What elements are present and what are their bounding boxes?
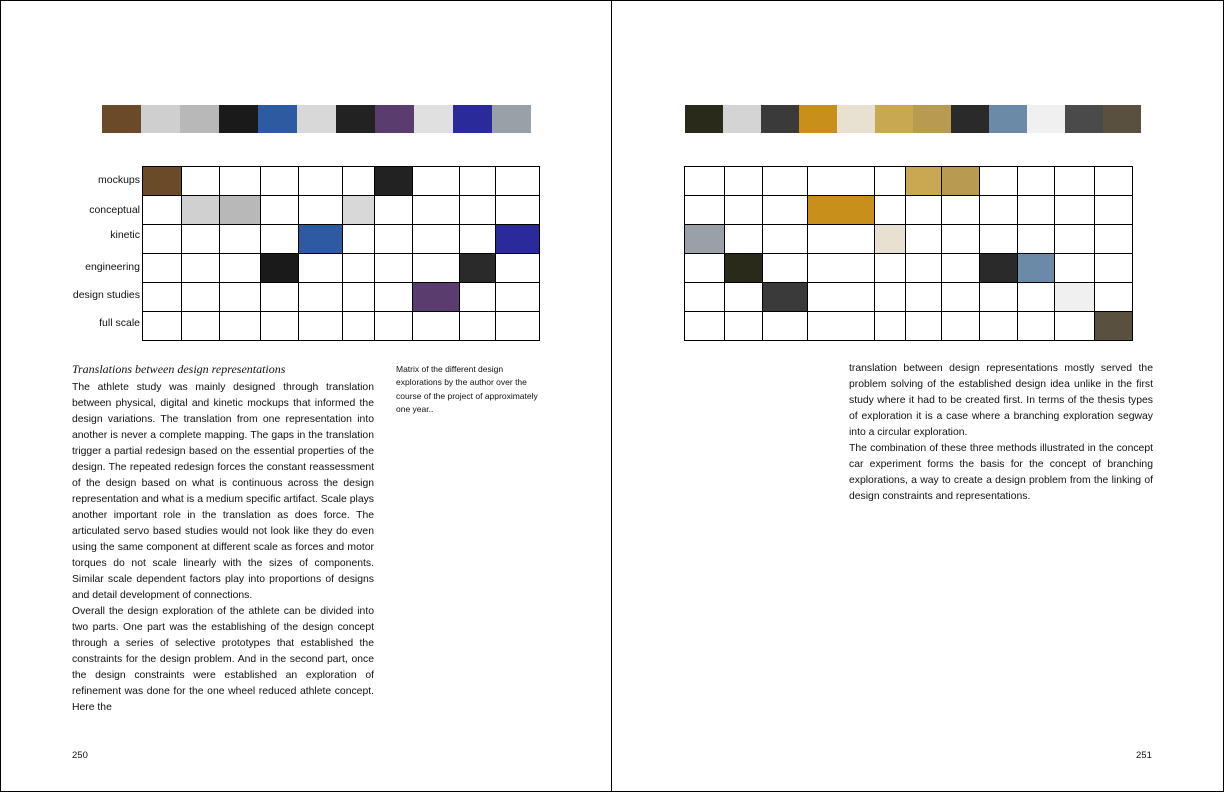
matrix-cell bbox=[1054, 254, 1094, 283]
thumbnail bbox=[219, 105, 258, 133]
matrix-cell bbox=[260, 225, 298, 254]
matrix-cell bbox=[685, 225, 725, 254]
matrix-cell bbox=[1017, 254, 1054, 283]
page-gutter bbox=[611, 0, 612, 792]
thumbnail bbox=[297, 105, 336, 133]
matrix-cell bbox=[182, 312, 220, 341]
left-body-text bbox=[72, 380, 374, 716]
matrix-cell bbox=[875, 167, 906, 196]
matrix-cell bbox=[375, 167, 413, 196]
matrix-cell bbox=[220, 312, 260, 341]
matrix-cell bbox=[342, 254, 374, 283]
thumbnail bbox=[375, 105, 414, 133]
matrix-cell bbox=[143, 254, 182, 283]
matrix-cell bbox=[495, 167, 539, 196]
page-number-right: 251 bbox=[1136, 750, 1152, 761]
matrix-cell bbox=[685, 312, 725, 341]
thumbnail bbox=[837, 105, 875, 133]
matrix-cell bbox=[725, 167, 763, 196]
thumbnail bbox=[761, 105, 799, 133]
matrix-cell bbox=[375, 254, 413, 283]
matrix-cell bbox=[220, 254, 260, 283]
row-label-full-scale: full scale bbox=[99, 317, 140, 329]
matrix-cell bbox=[182, 225, 220, 254]
matrix-cell bbox=[143, 167, 182, 196]
matrix-cell bbox=[495, 196, 539, 225]
matrix-cell bbox=[413, 283, 459, 312]
right-matrix bbox=[684, 166, 1133, 341]
matrix-cell bbox=[979, 196, 1017, 225]
row-label-engineering: engineering bbox=[85, 261, 140, 273]
matrix-cell bbox=[1017, 283, 1054, 312]
matrix-cell bbox=[375, 196, 413, 225]
matrix-cell bbox=[413, 312, 459, 341]
matrix-cell bbox=[298, 225, 342, 254]
matrix-cell bbox=[459, 254, 495, 283]
matrix-cell bbox=[763, 167, 808, 196]
thumbnail bbox=[875, 105, 913, 133]
matrix-cell bbox=[260, 283, 298, 312]
matrix-cell bbox=[1054, 225, 1094, 254]
thumbnail bbox=[913, 105, 951, 133]
matrix-cell bbox=[459, 283, 495, 312]
thumbnail bbox=[141, 105, 180, 133]
matrix-cell bbox=[342, 225, 374, 254]
matrix-cell bbox=[941, 312, 979, 341]
matrix-cell bbox=[342, 167, 374, 196]
matrix-cell bbox=[1017, 312, 1054, 341]
thumbnail bbox=[180, 105, 219, 133]
matrix-cell bbox=[413, 196, 459, 225]
matrix-cell bbox=[375, 225, 413, 254]
matrix-cell bbox=[1017, 196, 1054, 225]
left-matrix bbox=[142, 166, 540, 341]
paragraph: The combination of these three methods illustrated in the concept car experiment forms the basis for the concept of branching explorations, a way to create a design problem from the linking of design constraints and representations. bbox=[849, 443, 1153, 502]
matrix-cell bbox=[459, 196, 495, 225]
matrix-cell bbox=[143, 225, 182, 254]
matrix-cell bbox=[220, 283, 260, 312]
matrix-cell bbox=[342, 283, 374, 312]
matrix-cell bbox=[875, 283, 906, 312]
matrix-cell bbox=[1094, 225, 1132, 254]
matrix-cell bbox=[725, 312, 763, 341]
matrix-cell bbox=[979, 312, 1017, 341]
thumbnail bbox=[799, 105, 837, 133]
matrix-cell bbox=[298, 196, 342, 225]
matrix-cell bbox=[808, 283, 875, 312]
matrix-cell bbox=[413, 254, 459, 283]
thumbnail bbox=[453, 105, 492, 133]
row-label-kinetic: kinetic bbox=[110, 229, 140, 241]
matrix-cell bbox=[375, 312, 413, 341]
paragraph: translation between design representations mostly served the problem solving of the established design idea unlike in the first study where it had to be created first. In terms of the thesis types of exploration it is a case where a branching exploration segway into a circular exploration. bbox=[849, 363, 1153, 438]
matrix-cell bbox=[725, 254, 763, 283]
matrix-cell bbox=[1094, 167, 1132, 196]
matrix-cell bbox=[1054, 167, 1094, 196]
matrix-cell bbox=[808, 312, 875, 341]
matrix-cell bbox=[495, 225, 539, 254]
matrix-cell bbox=[763, 196, 808, 225]
matrix-cell bbox=[941, 225, 979, 254]
matrix-cell bbox=[495, 312, 539, 341]
section-heading: Translations between design representations bbox=[72, 362, 286, 376]
matrix-cell bbox=[342, 312, 374, 341]
matrix-cell bbox=[220, 225, 260, 254]
matrix-cell bbox=[298, 254, 342, 283]
matrix-cell bbox=[906, 283, 941, 312]
matrix-cell bbox=[979, 254, 1017, 283]
matrix-cell bbox=[875, 254, 906, 283]
matrix-cell bbox=[763, 283, 808, 312]
matrix-cell bbox=[182, 167, 220, 196]
matrix-cell bbox=[1017, 167, 1054, 196]
matrix-cell bbox=[413, 167, 459, 196]
matrix-cell bbox=[260, 167, 298, 196]
matrix-cell bbox=[298, 312, 342, 341]
row-label-mockups: mockups bbox=[97, 174, 140, 186]
paragraph: Overall the design exploration of the athlete can be divided into two parts. One part was the establishing of the design concept through a series of selective prototypes that established the constraints for the design problem. And in the second part, once the design constraints were established an exploration of refinement was done for the one wheel reduced athlete concept. Here the bbox=[72, 606, 374, 713]
thumbnail bbox=[951, 105, 989, 133]
matrix-cell bbox=[495, 283, 539, 312]
matrix-cell bbox=[413, 225, 459, 254]
matrix-cell bbox=[875, 196, 906, 225]
matrix-cell bbox=[808, 225, 875, 254]
matrix-cell bbox=[1094, 312, 1132, 341]
right-thumbnail-strip bbox=[685, 105, 1141, 133]
matrix-cell bbox=[685, 254, 725, 283]
matrix-cell bbox=[725, 283, 763, 312]
paragraph: The athlete study was mainly designed through translation between physical, digital and kinetic mockups that informed the design variations. The translation from one representation into another is never a complete mapping. The gaps in the translation trigger a partial redesign based on the essential properties of the design. The repeated redesign forces the constant reassessment of the design based on what is continuous across the design representation and what is a medium specific artifact. Scale plays another important role in the translation as does force. The articulated servo based studies would not look like they do even using the same component at different scale as forces and motor torques do not scale linearly with the sizes of components. Similar scale dependent factors play into proportions of designs and detail development of connections. bbox=[72, 382, 374, 601]
matrix-cell bbox=[143, 312, 182, 341]
matrix-cell bbox=[143, 196, 182, 225]
matrix-cell bbox=[1017, 225, 1054, 254]
matrix-cell bbox=[182, 254, 220, 283]
matrix-cell bbox=[342, 196, 374, 225]
matrix-cell bbox=[260, 254, 298, 283]
matrix-cell bbox=[143, 283, 182, 312]
matrix-cell bbox=[979, 283, 1017, 312]
matrix-cell bbox=[459, 167, 495, 196]
matrix-cell bbox=[906, 167, 941, 196]
matrix-cell bbox=[906, 196, 941, 225]
matrix-cell bbox=[979, 167, 1017, 196]
thumbnail bbox=[989, 105, 1027, 133]
matrix-cell bbox=[298, 283, 342, 312]
matrix-cell bbox=[260, 312, 298, 341]
thumbnail bbox=[723, 105, 761, 133]
matrix-cell bbox=[685, 196, 725, 225]
matrix-cell bbox=[725, 225, 763, 254]
row-label-conceptual: conceptual bbox=[89, 204, 140, 216]
thumbnail bbox=[1103, 105, 1141, 133]
matrix-cell bbox=[1094, 196, 1132, 225]
matrix-cell bbox=[1094, 254, 1132, 283]
matrix-cell bbox=[220, 196, 260, 225]
matrix-cell bbox=[182, 283, 220, 312]
thumbnail bbox=[1065, 105, 1103, 133]
matrix-cell bbox=[685, 283, 725, 312]
matrix-cell bbox=[1054, 196, 1094, 225]
matrix-cell bbox=[459, 312, 495, 341]
matrix-cell bbox=[906, 225, 941, 254]
row-label-design-studies: design studies bbox=[72, 289, 140, 301]
matrix-cell bbox=[725, 196, 763, 225]
matrix-cell bbox=[763, 312, 808, 341]
matrix-cell bbox=[763, 254, 808, 283]
page-number-left: 250 bbox=[72, 750, 88, 761]
matrix-cell bbox=[906, 312, 941, 341]
matrix-cell bbox=[495, 254, 539, 283]
matrix-cell bbox=[808, 196, 875, 225]
thumbnail bbox=[102, 105, 141, 133]
matrix-cell bbox=[979, 225, 1017, 254]
matrix-cell bbox=[875, 225, 906, 254]
matrix-cell bbox=[1054, 312, 1094, 341]
matrix-cell bbox=[808, 254, 875, 283]
left-thumbnail-strip bbox=[102, 105, 531, 133]
matrix-cell bbox=[182, 196, 220, 225]
matrix-cell bbox=[298, 167, 342, 196]
matrix-cell bbox=[459, 225, 495, 254]
matrix-cell bbox=[220, 167, 260, 196]
thumbnail bbox=[1027, 105, 1065, 133]
matrix-cell bbox=[1094, 283, 1132, 312]
matrix-cell bbox=[941, 283, 979, 312]
matrix-cell bbox=[941, 196, 979, 225]
matrix-cell bbox=[260, 196, 298, 225]
matrix-cell bbox=[941, 254, 979, 283]
matrix-cell bbox=[685, 167, 725, 196]
thumbnail bbox=[258, 105, 297, 133]
matrix-cell bbox=[375, 283, 413, 312]
matrix-cell bbox=[906, 254, 941, 283]
thumbnail bbox=[336, 105, 375, 133]
matrix-cell bbox=[875, 312, 906, 341]
matrix-cell bbox=[1054, 283, 1094, 312]
figure-caption: Matrix of the different design explorations by the author over the course of the project of approximately one year.. bbox=[396, 364, 538, 414]
thumbnail bbox=[492, 105, 531, 133]
matrix-cell bbox=[763, 225, 808, 254]
right-body-text bbox=[849, 361, 1153, 505]
thumbnail bbox=[414, 105, 453, 133]
matrix-cell bbox=[941, 167, 979, 196]
matrix-cell bbox=[808, 167, 875, 196]
thumbnail bbox=[685, 105, 723, 133]
